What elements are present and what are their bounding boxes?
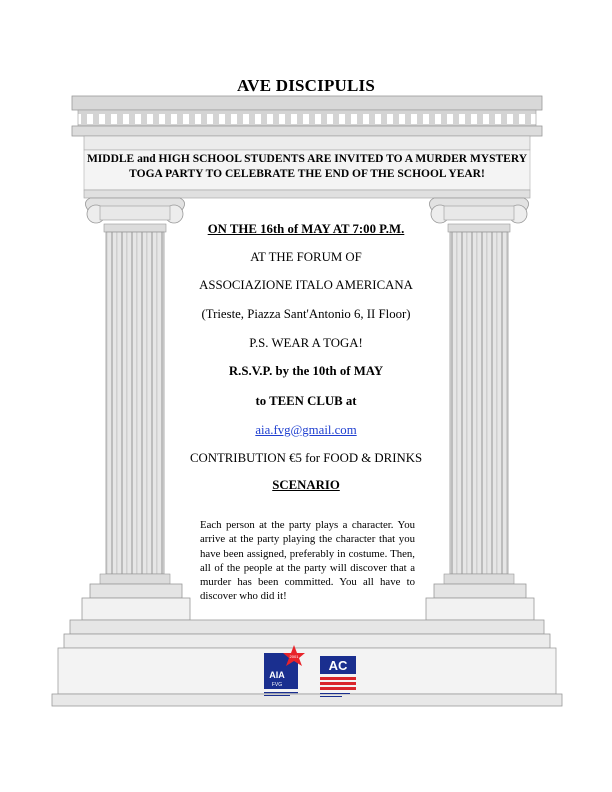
teen-club-line: to TEEN CLUB at bbox=[255, 394, 357, 408]
aia-fvg-logo bbox=[262, 645, 306, 699]
temple-steps bbox=[52, 620, 562, 706]
aia-star-text: 2001 bbox=[289, 654, 299, 659]
ac-logo bbox=[318, 653, 358, 699]
entablature bbox=[72, 96, 542, 198]
ac-logo-text: AC bbox=[328, 658, 348, 673]
venue-address: (Trieste, Piazza Sant'Antonio 6, II Floor) bbox=[201, 307, 411, 321]
scenario-heading: SCENARIO bbox=[272, 478, 340, 492]
flyer-title: AVE DISCIPULIS bbox=[236, 76, 376, 95]
contribution-line: CONTRIBUTION €5 for FOOD & DRINKS bbox=[189, 451, 423, 465]
rsvp-line: R.S.V.P. by the 10th of MAY bbox=[228, 364, 384, 378]
scenario-paragraph: Each person at the party plays a character. You arrive at the party playing the character that you have been assigned, preferably in costume. Then, all of the people at the party will discover that a murder has been committed. You all have to discover who did it! bbox=[200, 519, 415, 603]
ps-note: P.S. WEAR A TOGA! bbox=[249, 336, 363, 350]
aia-logo-text: AIA bbox=[269, 670, 285, 680]
aia-logo-subtext: FVG bbox=[271, 682, 283, 688]
invitation-text: MIDDLE and HIGH SCHOOL STUDENTS ARE INVITED TO A MURDER MYSTERY TOGA PARTY TO CELEBRATE THE END OF THE SCHOOL YEAR! bbox=[86, 153, 528, 180]
venue-line-2: ASSOCIAZIONE ITALO AMERICANA bbox=[199, 278, 413, 292]
date-time: ON THE 16th of MAY AT 7:00 P.M. bbox=[207, 222, 405, 236]
email-link[interactable]: aia.fvg@gmail.com bbox=[255, 423, 357, 437]
venue-line-1: AT THE FORUM OF bbox=[250, 250, 362, 264]
